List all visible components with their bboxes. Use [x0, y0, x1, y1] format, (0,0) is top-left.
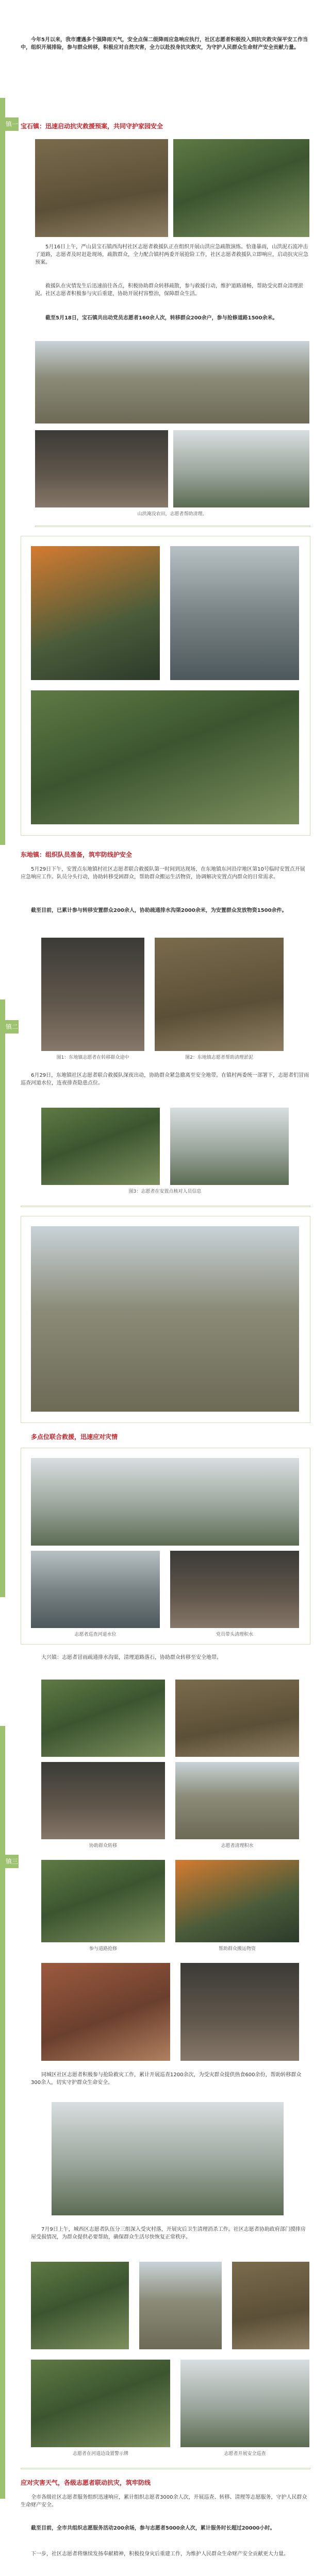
section3-p2: 同城区社区志愿者积极参与抢险救灾工作，累计开展巡查1200余次，为受灾群众提供热食600余份，帮助转移群众300余人，切实守护群众生命安全。	[31, 2072, 302, 2086]
side-tag-3: 镇三	[5, 1855, 19, 1868]
photo-checkpoint	[170, 1108, 289, 1185]
photo-group-work	[41, 1762, 165, 1839]
photo-village-2	[139, 2262, 222, 2349]
section2-title: 东地镇：组织队员准备，筑牢防线护安全	[21, 851, 133, 858]
section2-caption1: 图1：东地镇志愿者在转移群众途中	[56, 1055, 129, 1060]
section3-caption1: 志愿者巡查河道水位	[74, 1632, 117, 1637]
photo-bridge	[52, 2102, 284, 2215]
section2-caption3: 图3：志愿者在安置点核对人员信息	[128, 1189, 202, 1194]
photo-landslide-2	[41, 1860, 165, 1942]
section2-highlight: 截至目前，已累计参与转移安置群众200余人，协助疏通排水沟渠2000余米，为安置群众发放物资1500余件。	[31, 908, 287, 913]
photo-orange-vest	[175, 1860, 299, 1942]
photo-bricks	[41, 1963, 170, 2061]
photo-worker	[180, 1963, 299, 2061]
section1-p2: 救援队在灾情发生后迅速前往各点，积极协助群众转移疏散，参与救援行动，维护道路通畅，帮助受灾群众清理淤泥。社区志愿者积极参与灾后重建，协助开展村容整治，保障群众生活。	[35, 283, 303, 297]
section2-p2: 6月29日，东地镇社区志愿者联合救援队深夜出动，协助群众紧急撤离至安全地带。在镇村两委统一部署下，志愿者们冒雨巡查河道水位，连夜排查隐患点位。	[21, 1073, 309, 1086]
section1-p1: 5月16日上午，严山县宝石镇西沟村社区志愿者救援队正在组织开展山洪应急疏散演练。恰逢暴雨，山洪泥石流冲击了道路，志愿者及时赶赴现场，疏散群众，全力配合镇村两委开展抢险工作，社区志愿者救援队立即响应，启动抗灾应急预案。	[35, 244, 308, 265]
section3-title: 多点位联合救援，迅速应对灾情	[31, 1433, 118, 1440]
left-accent-bar-3	[0, 1726, 5, 2499]
photo-volunteers-rain	[41, 1680, 165, 1757]
section3-caption3: 协助群众转移	[89, 1843, 117, 1849]
section2-p1: 5月29日下午，安置点东地镇村社区志愿者联合救援队第一时间到达现场，在东地镇东河沿岸地区第10号临时安置点开展应急响应工作。队员分头行动，协助转移受困群众，帮助群众搬运生活物资，协调解决安置点内群众的日常需求。	[21, 867, 305, 880]
photo-night-rescue	[31, 546, 160, 680]
section3-caption6: 帮助群众搬运物资	[218, 1946, 256, 1952]
photo-riverside-scene	[180, 2360, 309, 2447]
photo-road-water	[31, 1551, 160, 1628]
photo-river-bank	[41, 1108, 160, 1185]
photo-mountain-river	[31, 1458, 299, 1546]
intro-text: 今年5月以来，我市遭遇多个强降雨天气，安全点保二级降雨应急响应执行，社区志愿者积极投入到抗灾救灾保平安工作当中，组织开展排险，参与群众转移，积极应对自然灾害，全力以赴投身抗灾救灾，为守护人民群众生命财产安全贡献力量。	[21, 37, 308, 50]
photo-hillside	[31, 690, 299, 824]
divider-3	[21, 2468, 310, 2469]
section4-title: 应对灾害天气，各级志愿者联动抗灾，筑牢防线	[21, 2479, 151, 2486]
section3-caption4: 志愿者清理积水	[221, 1843, 254, 1849]
photo-mud-clear	[155, 938, 284, 1051]
photo-village-1	[31, 2262, 129, 2349]
section1-caption: 山洪淹没农田，志愿者帮助清理。	[137, 512, 207, 517]
left-accent-bar-1	[0, 98, 5, 845]
photo-flood-town	[31, 1226, 299, 1412]
section4-highlight: 截至目前，全市共组织志愿服务活动200余场，参与志愿者5000余人次，累计服务时长超过20000小时。	[31, 2526, 275, 2531]
photo-village-3	[232, 2262, 309, 2349]
photo-landslide	[35, 139, 168, 237]
section4-p2: 下一步，社区志愿者将继续发扬奉献精神，积极投身灾后重建工作，为维护人民群众生命财产安全贡献更大力量。	[31, 2551, 289, 2557]
photo-volunteers-road	[173, 139, 309, 237]
section3-caption8: 志愿者开展安全巡查	[224, 2451, 266, 2456]
divider-2	[21, 1206, 310, 1207]
photo-flood-street	[175, 1762, 299, 1839]
section3-caption2: 党员带头清理积水	[216, 1632, 253, 1637]
photo-riverside-team	[31, 2360, 170, 2447]
section3-p1: 大兴镇：志愿者冒雨疏通排水沟渠，清理道路落石，协助群众转移至安全地带。	[41, 1655, 222, 1660]
divider-1	[35, 526, 310, 527]
section4-p1: 全市各级社区志愿者服务组织迅速响应，累计组织志愿者3000余人次，开展巡查、转移、清理等志愿服务，守护人民群众生命财产安全。	[21, 2495, 307, 2508]
side-tag-2: 镇二	[5, 1020, 19, 1033]
section1-highlight: 截至5月18日，宝石镇共出动党员志愿者160余人次，转移群众200余户，参与抢修道路1500余米。	[45, 315, 278, 321]
photo-rain-clean	[170, 1551, 299, 1628]
photo-road-clear	[170, 546, 299, 680]
section1-title: 宝石镇：迅速启动抗灾救援预案，共同守护家园安全	[21, 123, 163, 130]
photo-volunteers-mud	[175, 1680, 299, 1757]
section3-p3: 7月9日上午，城西区志愿者队伍分三组深入受灾村落，开展灾后卫生清理消杀工作。社区志愿者协助政府部门摸排房屋受损情况，为群众提供必要帮助，确保群众生活尽快恢复正常秩序。	[31, 2227, 306, 2240]
section3-caption5: 参与道路抢修	[89, 1946, 117, 1952]
photo-river	[35, 341, 309, 423]
photo-rescue-2	[173, 430, 309, 507]
section3-caption7: 志愿者在河道边设置警示牌	[72, 2451, 128, 2456]
side-tag-1: 镇一	[5, 117, 19, 131]
section2-caption2: 图2：东地镇志愿者帮助清理淤泥	[185, 1055, 253, 1060]
photo-transfer	[41, 938, 144, 1051]
left-accent-bar-2	[0, 999, 5, 1597]
photo-rescue-1	[35, 430, 168, 507]
